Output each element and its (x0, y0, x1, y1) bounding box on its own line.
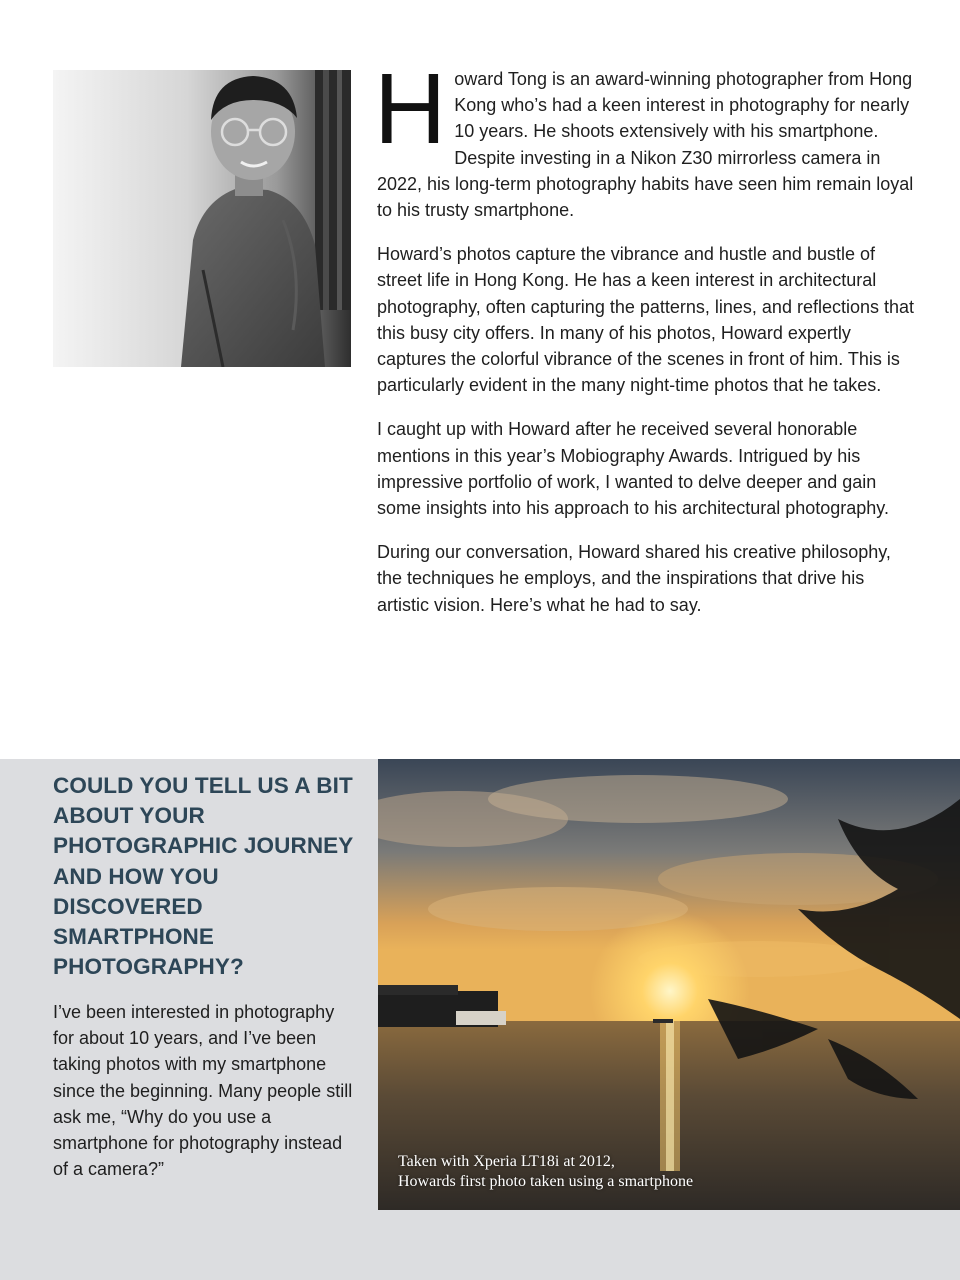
portrait-illustration (53, 70, 351, 367)
caption-line: Taken with Xperia LT18i at 2012, (398, 1153, 615, 1170)
interview-question: COULD YOU TELL US A BIT ABOUT YOUR PHOTOGRAPHIC JOURNEY AND HOW YOU DISCOVERED SMARTPHONE PHOTOGRAPHY? (53, 773, 353, 980)
interview-answer: I’ve been interested in photography for about 10 years, and I’ve been taking photos with my smartphone since the beginning. Many people still ask me, “Why do you use a smartphone for photography instead of a camera?” (53, 1002, 353, 1180)
intro-text (374, 53, 917, 636)
portrait-photo (53, 70, 351, 367)
intro-paragraph: Howard’s photos capture the vibrance and hustle and bustle of street life in Hong Kong. He has a keen interest in architectural photography, often capturing the patterns, lines, and reflections that this busy city offers. In many of his photos, Howard expertly captures the colorful vibrance of the scenes in front of him. This is particularly evident in the many night-time photos that he takes. (377, 244, 915, 396)
intro-paragraph: I caught up with Howard after he received several honorable mentions in this year’s Mobiography Awards. Intrigued by his impressive portfolio of work, I wanted to delve deeper and gain some insights into his approach to his architectural photography. (377, 419, 889, 519)
sunset-illustration (378, 759, 960, 1210)
photo-caption (398, 1152, 918, 1192)
caption-line: Howards first photo taken using a smartphone (398, 1173, 694, 1190)
intro-paragraph (374, 53, 917, 223)
intro-paragraph-text: oward Tong is an award-winning photographer from Hong Kong who’s had a keen interest in photography for nearly 10 years. He shoots extensively with his smartphone. Despite investing in a Nikon Z30 mirrorless camera in 2022, his long-term photography habits have seen him remain loyal to his trusty smartphone. (377, 69, 914, 221)
sunset-photo (378, 759, 960, 1210)
intro-paragraph: During our conversation, Howard shared his creative philosophy, the techniques he employs, and the inspirations that drive his artistic vision. Here’s what he had to say. (377, 542, 891, 615)
drop-cap: H (374, 53, 447, 165)
